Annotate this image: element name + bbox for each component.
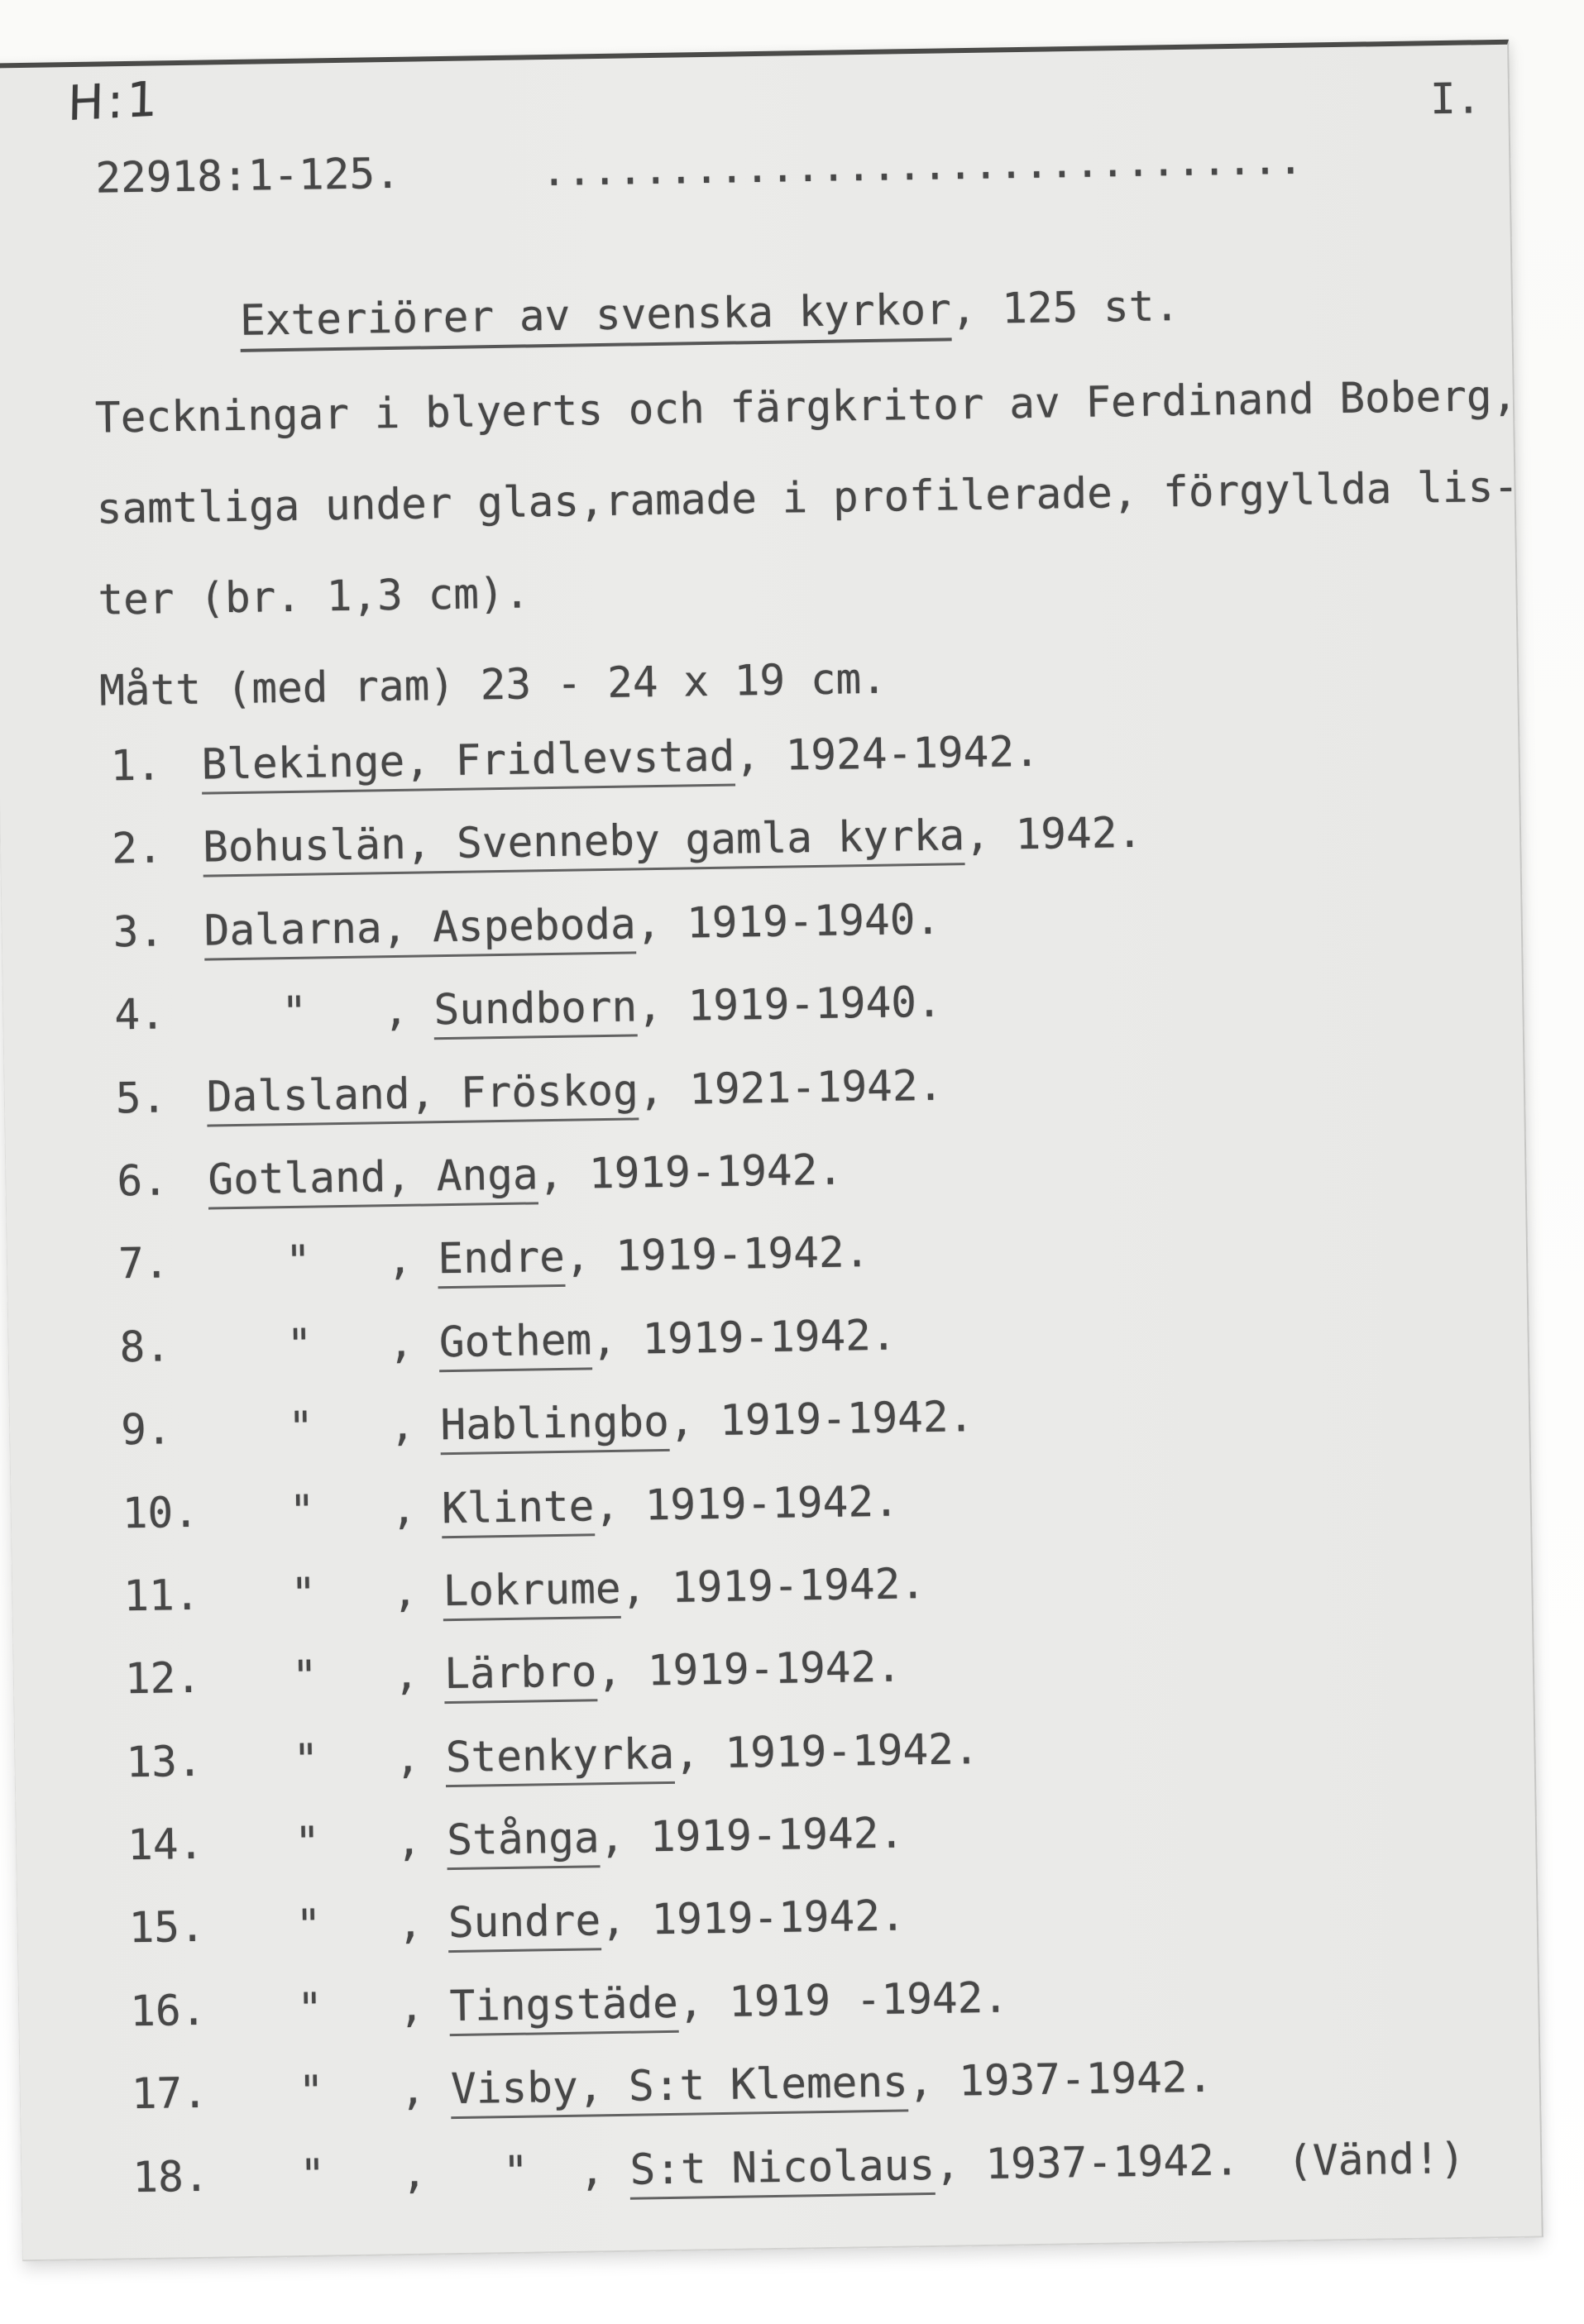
item-dates: , 1919-1940. bbox=[635, 895, 941, 949]
item-place: Dalarna, Aspeboda bbox=[203, 900, 636, 960]
ditto-marks: " , bbox=[218, 1816, 447, 1869]
item-text bbox=[221, 1975, 1009, 2034]
item-text bbox=[209, 1230, 870, 1287]
item-dates: , 1919-1942. bbox=[600, 1891, 907, 1946]
ditto-marks: " , bbox=[204, 986, 435, 1039]
turn-note: (Vänd!) bbox=[1286, 2134, 1466, 2187]
item-place: Lokrume bbox=[443, 1565, 621, 1621]
item-place: Dalsland, Fröskog bbox=[206, 1066, 639, 1126]
ditto-marks: " , bbox=[211, 1401, 441, 1454]
item-number: 7. bbox=[117, 1239, 170, 1289]
item-place: Gothem bbox=[438, 1316, 591, 1372]
document-title bbox=[240, 284, 1180, 345]
inventory-number: 22918:1-125. bbox=[94, 149, 401, 203]
ditto-marks: " , bbox=[222, 2065, 452, 2118]
item-text bbox=[210, 1313, 897, 1370]
item-text bbox=[212, 1394, 974, 1453]
item-number: 12. bbox=[124, 1654, 202, 1705]
item-number: 9. bbox=[120, 1405, 173, 1456]
item-text bbox=[217, 1724, 980, 1786]
ditto-marks: " , bbox=[215, 1650, 445, 1703]
item-dates: , 1919-1942. bbox=[599, 1809, 905, 1863]
item-number: 11. bbox=[122, 1571, 200, 1622]
item-dates: , 1921-1942. bbox=[638, 1061, 944, 1115]
ditto-marks: " , bbox=[219, 1899, 449, 1952]
item-text bbox=[216, 1645, 902, 1702]
item-place: Klinte bbox=[442, 1482, 595, 1538]
item-number: 16. bbox=[129, 1986, 207, 2037]
document-title-underlined: Exteriörer av svenska kyrkor bbox=[240, 285, 952, 351]
item-dates: , 1919-1942. bbox=[593, 1477, 900, 1531]
item-number: 1. bbox=[110, 741, 162, 791]
item-place: Sundborn bbox=[433, 983, 638, 1040]
item-place: Blekinge, Fridlevstad bbox=[201, 733, 735, 795]
item-number: 14. bbox=[127, 1820, 204, 1871]
item-place: S:t Nicolaus bbox=[629, 2141, 935, 2200]
item-text bbox=[205, 980, 942, 1038]
item-number: 10. bbox=[122, 1488, 199, 1538]
ditto-marks: " , " , bbox=[223, 2145, 631, 2202]
item-dates: , 1919-1942. bbox=[564, 1228, 870, 1283]
item-number: 18. bbox=[132, 2152, 209, 2202]
item-place: Hablingbo bbox=[440, 1398, 669, 1455]
item-number: 3. bbox=[112, 907, 165, 958]
item-place: Gotland, Anga bbox=[208, 1150, 538, 1209]
church-list bbox=[0, 722, 1541, 2240]
item-place: Bohuslän, Svenneby gamla kyrka bbox=[203, 812, 965, 877]
document-title-suffix: , 125 st. bbox=[950, 282, 1180, 335]
item-number: 15. bbox=[128, 1903, 206, 1953]
page-number: I. bbox=[1429, 74, 1482, 125]
item-dates: , 1924-1942. bbox=[734, 727, 1041, 782]
item-text bbox=[206, 1063, 943, 1121]
item-place: Visby, S:t Klemens bbox=[451, 2059, 909, 2120]
dotted-line: .............................. bbox=[540, 135, 1304, 197]
description-paragraph bbox=[94, 371, 1523, 760]
handwritten-mark: H:1 bbox=[67, 70, 161, 132]
item-dates: , 1937-1942. bbox=[907, 2053, 1213, 2107]
ditto-marks: " , bbox=[217, 1733, 447, 1786]
item-text bbox=[203, 897, 940, 954]
ditto-marks: " , bbox=[213, 1484, 443, 1537]
ditto-marks: " , bbox=[220, 1982, 451, 2035]
description-line: Mått (med ram) 23 - 24 x 19 cm. bbox=[98, 654, 888, 716]
item-place: Stenkyrka bbox=[445, 1730, 674, 1787]
ditto-marks: " , bbox=[213, 1567, 444, 1620]
item-dates: , 1919-1942. bbox=[591, 1311, 897, 1365]
item-text bbox=[214, 1561, 926, 1619]
item-number: 6. bbox=[117, 1156, 169, 1207]
item-place: Tingstäde bbox=[449, 1979, 678, 2036]
description-line: Teckningar i blyerts och färgkritor av Ferdinand Boberg, bbox=[94, 371, 1518, 443]
item-dates: , 1919-1942. bbox=[538, 1145, 844, 1200]
item-text bbox=[208, 1147, 843, 1203]
item-number: 8. bbox=[119, 1322, 171, 1373]
item-text bbox=[201, 729, 1040, 789]
item-dates: , 1919-1942. bbox=[596, 1643, 902, 1697]
item-dates: , 1919-1940. bbox=[636, 978, 943, 1032]
item-number: 4. bbox=[113, 990, 166, 1040]
item-place: Lärbro bbox=[444, 1648, 597, 1705]
item-number: 5. bbox=[115, 1073, 167, 1123]
item-text bbox=[213, 1479, 899, 1536]
item-dates: , 1919 -1942. bbox=[677, 1973, 1009, 2028]
item-dates: , 1919-1942. bbox=[668, 1393, 974, 1447]
item-place: Sundre bbox=[448, 1897, 601, 1953]
ditto-marks: " , bbox=[208, 1235, 438, 1288]
item-number: 17. bbox=[131, 2068, 208, 2120]
item-number: 13. bbox=[126, 1737, 203, 1787]
item-text bbox=[219, 1891, 907, 1952]
item-text bbox=[218, 1811, 905, 1868]
item-dates: , 1942. bbox=[964, 809, 1143, 861]
item-dates: , 1919-1942. bbox=[673, 1724, 980, 1779]
item-place: Endre bbox=[438, 1233, 566, 1289]
ditto-marks: " , bbox=[210, 1317, 440, 1371]
item-dates: , 1937-1942. bbox=[934, 2135, 1240, 2190]
item-number: 2. bbox=[111, 824, 164, 874]
item-place: Stånga bbox=[447, 1814, 600, 1870]
description-line: samtliga under glas,ramade i profilerade, förgyllda lis- bbox=[96, 462, 1519, 534]
item-dates: , 1919-1942. bbox=[620, 1559, 926, 1614]
description-line: ter (br. 1,3 cm). bbox=[97, 569, 530, 625]
index-card bbox=[0, 40, 1543, 2262]
